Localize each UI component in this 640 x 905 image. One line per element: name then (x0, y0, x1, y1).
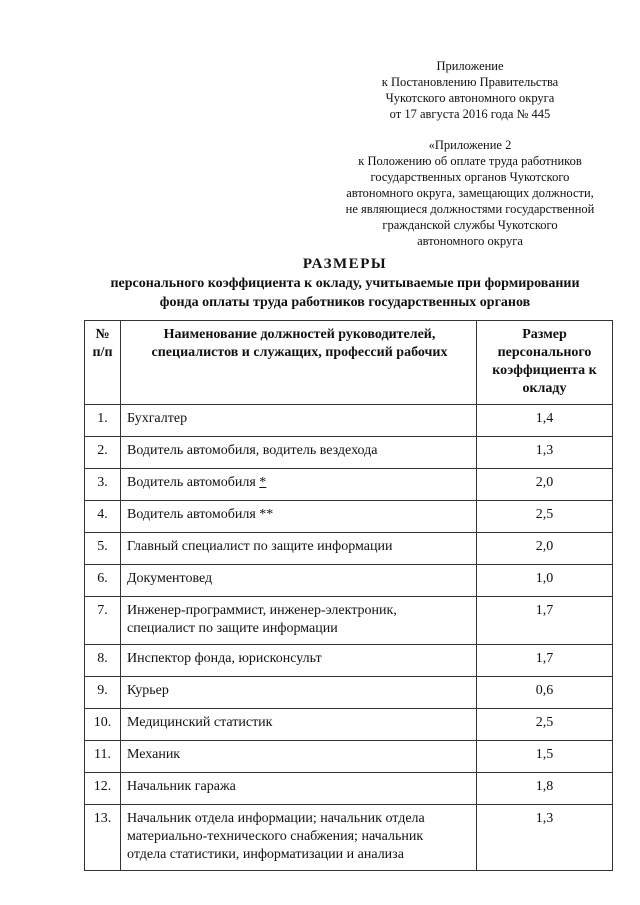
row-position: Главный специалист по защите информации (121, 533, 477, 565)
row-position-line: материально-технического снабжения; начальник (127, 829, 424, 844)
appendix-regulation-block (330, 137, 610, 249)
header-number-line: № (95, 327, 110, 342)
table-row (85, 597, 613, 645)
header-position-line: Наименование должностей руководителей, (163, 327, 436, 342)
table-row (85, 437, 613, 469)
row-coefficient: 2,0 (477, 469, 613, 501)
row-number: 12. (85, 773, 121, 805)
row-position: Документовед (121, 565, 477, 597)
appendix-regulation-line: автономного округа, замещающих должности, (346, 186, 594, 200)
row-position: Водитель автомобиля ** (121, 501, 477, 533)
appendix-regulation-line: не являющиеся должностями государственной (345, 202, 595, 216)
row-number: 1. (85, 405, 121, 437)
row-position: Механик (121, 741, 477, 773)
row-coefficient: 1,7 (477, 597, 613, 645)
coefficients-table (84, 320, 613, 871)
row-number: 2. (85, 437, 121, 469)
title-subtitle-line: персонального коэффициента к окладу, учитываемые при формировании (110, 276, 580, 291)
row-number: 10. (85, 709, 121, 741)
title-subtitle-line: фонда оплаты труда работников государственных органов (159, 295, 531, 310)
table-row (85, 405, 613, 437)
appendix-regulation-line: государственных органов Чукотского (370, 170, 570, 184)
table-row (85, 533, 613, 565)
header-coefficient-line: коэффициента к (492, 363, 597, 378)
header-number-line: п/п (92, 345, 113, 360)
row-position-line: отдела статистики, информатизации и анализа (127, 847, 404, 862)
row-number: 9. (85, 677, 121, 709)
row-position-line: Инженер-программист, инженер-электроник, (127, 603, 397, 618)
table-row (85, 741, 613, 773)
row-position: Бухгалтер (121, 405, 477, 437)
header-number (85, 321, 121, 405)
row-coefficient: 1,7 (477, 645, 613, 677)
row-number: 6. (85, 565, 121, 597)
table-row (85, 469, 613, 501)
row-position: Водитель автомобиля, водитель вездехода (121, 437, 477, 469)
table-row (85, 677, 613, 709)
header-position-name (121, 321, 477, 405)
appendix-resolution-line: Чукотского автономного округа (385, 91, 555, 105)
row-number: 4. (85, 501, 121, 533)
header-position-line: специалистов и служащих, профессий рабочих (151, 345, 448, 360)
row-position (121, 469, 477, 501)
appendix-resolution-line: к Постановлению Правительства (381, 75, 559, 89)
row-coefficient: 1,3 (477, 805, 613, 871)
header-coefficient-line: персонального (497, 345, 592, 360)
row-position: Инспектор фонда, юрисконсульт (121, 645, 477, 677)
row-position: Начальник гаража (121, 773, 477, 805)
row-position-line: специалист по защите информации (127, 621, 338, 636)
table-row (85, 645, 613, 677)
header-coefficient-line: окладу (522, 381, 567, 396)
header-coefficient-line: Размер (522, 327, 567, 342)
row-coefficient: 1,0 (477, 565, 613, 597)
row-coefficient: 1,8 (477, 773, 613, 805)
row-coefficient: 2,5 (477, 501, 613, 533)
row-number: 8. (85, 645, 121, 677)
table-row (85, 501, 613, 533)
row-number: 5. (85, 533, 121, 565)
appendix-regulation-line: «Приложение 2 (428, 138, 512, 152)
appendix-regulation-line: автономного округа (417, 234, 523, 248)
row-coefficient: 0,6 (477, 677, 613, 709)
row-coefficient: 2,0 (477, 533, 613, 565)
row-coefficient: 1,5 (477, 741, 613, 773)
row-coefficient: 1,3 (477, 437, 613, 469)
document-title (60, 254, 630, 312)
footnote-mark: * (259, 475, 267, 490)
row-coefficient: 2,5 (477, 709, 613, 741)
header-coefficient (477, 321, 613, 405)
row-position-text: Водитель автомобиля (127, 475, 256, 490)
row-number: 13. (85, 805, 121, 871)
table-row (85, 709, 613, 741)
row-position (121, 597, 477, 645)
row-coefficient: 1,4 (477, 405, 613, 437)
table-row (85, 773, 613, 805)
row-number: 3. (85, 469, 121, 501)
appendix-resolution-block (330, 58, 610, 122)
row-number: 7. (85, 597, 121, 645)
row-position (121, 805, 477, 871)
title-main: РАЗМЕРЫ (302, 256, 388, 272)
table-header-row (85, 321, 613, 405)
row-position: Медицинский статистик (121, 709, 477, 741)
row-position: Курьер (121, 677, 477, 709)
appendix-resolution-line: от 17 августа 2016 года № 445 (389, 107, 551, 121)
appendix-resolution-line: Приложение (436, 59, 504, 73)
table-row (85, 805, 613, 871)
table-row (85, 565, 613, 597)
row-number: 11. (85, 741, 121, 773)
row-position-line: Начальник отдела информации; начальник отдела (127, 811, 425, 826)
appendix-regulation-line: к Положению об оплате труда работников (358, 154, 582, 168)
appendix-regulation-line: гражданской службы Чукотского (382, 218, 558, 232)
